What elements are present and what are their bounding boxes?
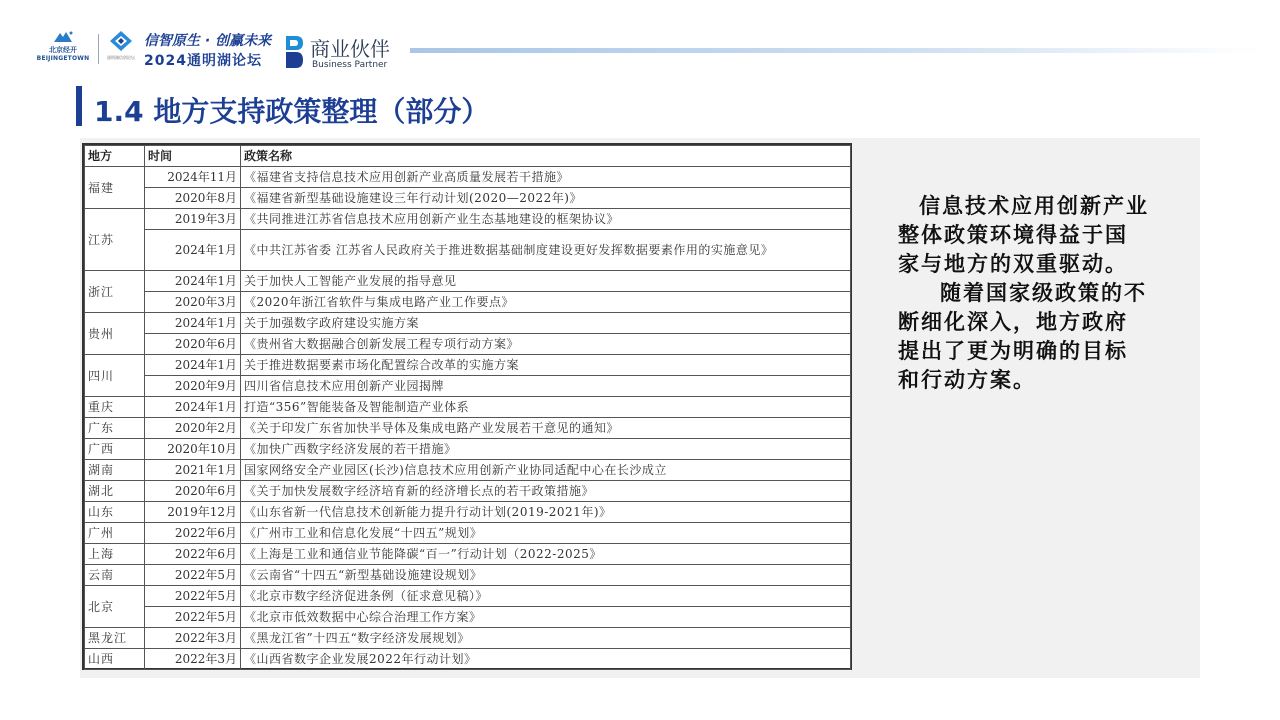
region-cell: 广西 — [85, 439, 145, 460]
table-row — [85, 523, 851, 544]
table-row — [85, 544, 851, 565]
region-cell: 四川 — [85, 355, 145, 397]
policy-cell: 关于推进数据要素市场化配置综合改革的实施方案 — [241, 355, 851, 376]
header-date: 时间 — [145, 146, 241, 167]
policy-cell: 《福建省支持信息技术应用创新产业高质量发展若干措施》 — [241, 167, 851, 188]
table-row — [85, 334, 851, 355]
table-row — [85, 502, 851, 523]
policy-cell: 《山东省新一代信息技术创新能力提升行动计划(2019-2021年)》 — [241, 502, 851, 523]
date-cell: 2022年6月 — [145, 544, 241, 565]
policy-cell: 四川省信息技术应用创新产业园揭牌 — [241, 376, 851, 397]
date-cell: 2024年1月 — [145, 230, 241, 271]
region-cell: 山西 — [85, 649, 145, 670]
policy-cell: 《云南省“十四五“新型基础设施建设规划》 — [241, 565, 851, 586]
header-divider-line — [410, 48, 1260, 53]
policy-cell: 《北京市数字经济促进条例（征求意见稿）》 — [241, 586, 851, 607]
date-cell: 2024年1月 — [145, 397, 241, 418]
policy-cell: 《福建省新型基础设施建设三年行动计划(2020—2022年)》 — [241, 188, 851, 209]
policy-cell: 《中共江苏省委 江苏省人民政府关于推进数据基础制度建设更好发挥数据要素作用的实施意见》 — [241, 230, 851, 271]
policy-cell: 打造“356”智能装备及智能制造产业体系 — [241, 397, 851, 418]
table-row — [85, 230, 851, 271]
table-row — [85, 439, 851, 460]
policy-cell: 《北京市低效数据中心综合治理工作方案》 — [241, 607, 851, 628]
table-row — [85, 481, 851, 502]
region-cell: 湖北 — [85, 481, 145, 502]
policy-table-container — [82, 143, 852, 670]
title-accent-bar — [76, 86, 82, 126]
table-row — [85, 565, 851, 586]
table-row — [85, 313, 851, 334]
date-cell: 2022年3月 — [145, 649, 241, 670]
table-row — [85, 271, 851, 292]
policy-cell: 《共同推进江苏省信息技术应用创新产业生态基地建设的框架协议》 — [241, 209, 851, 230]
region-cell: 云南 — [85, 565, 145, 586]
table-row — [85, 460, 851, 481]
policy-cell: 《广州市工业和信息化发展“十四五”规划》 — [241, 523, 851, 544]
date-cell: 2020年3月 — [145, 292, 241, 313]
region-cell: 广东 — [85, 418, 145, 439]
policy-table — [84, 145, 851, 670]
region-cell: 江苏 — [85, 209, 145, 271]
date-cell: 2020年6月 — [145, 334, 241, 355]
table-row — [85, 607, 851, 628]
policy-cell: 关于加强数字政府建设实施方案 — [241, 313, 851, 334]
table-row — [85, 292, 851, 313]
policy-cell: 《关于印发广东省加快半导体及集成电路产业发展若干意见的通知》 — [241, 418, 851, 439]
business-partner-icon — [284, 34, 304, 70]
date-cell: 2022年5月 — [145, 607, 241, 628]
policy-cell: 《关于加快发展数字经济培育新的经济增长点的若干政策措施》 — [241, 481, 851, 502]
policy-cell: 《上海是工业和通信业节能降碳“百一”行动计划（2022-2025》 — [241, 544, 851, 565]
date-cell: 2019年12月 — [145, 502, 241, 523]
policy-table-body — [85, 167, 851, 670]
table-header-row — [85, 146, 851, 167]
region-cell: 上海 — [85, 544, 145, 565]
date-cell: 2022年3月 — [145, 628, 241, 649]
event-slogan: 信智原生 · 创赢未来 — [144, 33, 272, 49]
beijing-etown-logo — [34, 30, 92, 66]
date-cell: 2024年1月 — [145, 355, 241, 376]
forum-logo-text: 通明湖信创论坛 — [107, 55, 135, 60]
date-cell: 2020年9月 — [145, 376, 241, 397]
table-row — [85, 188, 851, 209]
table-row — [85, 355, 851, 376]
region-cell: 广州 — [85, 523, 145, 544]
table-row — [85, 376, 851, 397]
table-row — [85, 397, 851, 418]
page-title: 1.4 地方支持政策整理（部分） — [94, 95, 490, 128]
date-cell: 2020年8月 — [145, 188, 241, 209]
etown-logo-cn: 北京经开 — [49, 46, 77, 54]
region-cell: 黑龙江 — [85, 628, 145, 649]
region-cell: 北京 — [85, 586, 145, 628]
date-cell: 2020年6月 — [145, 481, 241, 502]
policy-cell: 《加快广西数字经济发展的若干措施》 — [241, 439, 851, 460]
business-partner-title: 商业伙伴 — [310, 37, 390, 61]
table-row — [85, 586, 851, 607]
date-cell: 2020年10月 — [145, 439, 241, 460]
policy-cell: 国家网络安全产业园区(长沙)信息技术应用创新产业协同适配中心在长沙成立 — [241, 460, 851, 481]
table-row — [85, 209, 851, 230]
table-row — [85, 418, 851, 439]
table-row — [85, 167, 851, 188]
forum-name: 2024通明湖论坛 — [144, 53, 262, 69]
etown-logo-en: BEIJINGETOWN — [36, 55, 90, 62]
forum-logo — [104, 30, 138, 66]
region-cell: 重庆 — [85, 397, 145, 418]
date-cell: 2021年1月 — [145, 460, 241, 481]
table-row — [85, 628, 851, 649]
date-cell: 2020年2月 — [145, 418, 241, 439]
forum-diamond-icon — [109, 30, 133, 52]
date-cell: 2022年5月 — [145, 565, 241, 586]
etown-logo-icon — [52, 30, 74, 44]
date-cell: 2019年3月 — [145, 209, 241, 230]
summary-paragraph-1: 信息技术应用创新产业整体政策环境得益于国家与地方的双重驱动。 — [898, 194, 1149, 276]
header-policy: 政策名称 — [241, 146, 851, 167]
date-cell: 2024年1月 — [145, 313, 241, 334]
date-cell: 2024年11月 — [145, 167, 241, 188]
summary-text — [898, 192, 1150, 395]
date-cell: 2022年5月 — [145, 586, 241, 607]
header-region: 地方 — [85, 146, 145, 167]
policy-cell: 关于加快人工智能产业发展的指导意见 — [241, 271, 851, 292]
region-cell: 浙江 — [85, 271, 145, 313]
date-cell: 2022年6月 — [145, 523, 241, 544]
policy-cell: 《山西省数字企业发展2022年行动计划》 — [241, 649, 851, 670]
logo-divider — [98, 34, 99, 64]
business-partner-subtitle: Business Partner — [312, 60, 388, 70]
policy-cell: 《贵州省大数据融合创新发展工程专项行动方案》 — [241, 334, 851, 355]
summary-paragraph-2: 随着国家级政策的不断细化深入，地方政府提出了更为明确的目标和行动方案。 — [898, 281, 1147, 392]
policy-cell: 《2020年浙江省软件与集成电路产业工作要点》 — [241, 292, 851, 313]
region-cell: 福建 — [85, 167, 145, 209]
region-cell: 贵州 — [85, 313, 145, 355]
region-cell: 山东 — [85, 502, 145, 523]
region-cell: 湖南 — [85, 460, 145, 481]
date-cell: 2024年1月 — [145, 271, 241, 292]
policy-cell: 《黑龙江省”十四五“数字经济发展规划》 — [241, 628, 851, 649]
page-header — [0, 0, 1280, 80]
table-row — [85, 649, 851, 670]
